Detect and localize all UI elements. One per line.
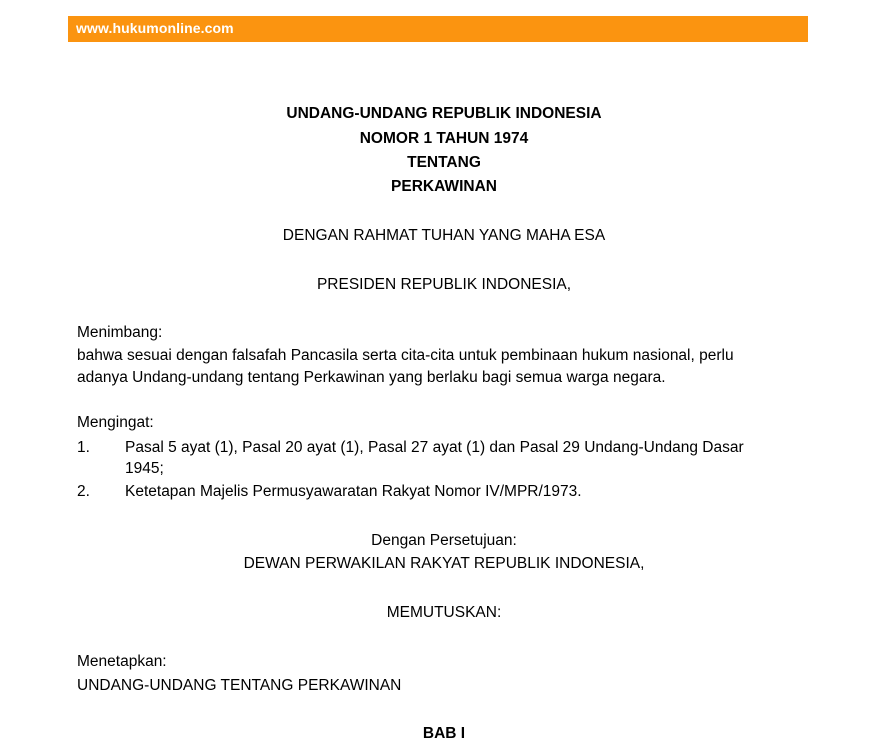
mengingat-label: Mengingat: [77,414,154,431]
persetujuan-body: DEWAN PERWAKILAN RAKYAT REPUBLIK INDONESIA, [243,555,645,572]
mengingat-item-number: 2. [77,483,90,500]
title-line-2: NOMOR 1 TAHUN 1974 [359,130,529,147]
bab-heading: BAB I [422,725,466,742]
header-bar [68,16,808,42]
mengingat-item-text-cont: 1945; [125,460,164,477]
title-line-4: PERKAWINAN [391,178,497,195]
menetapkan-label: Menetapkan: [77,653,167,670]
menetapkan-text: UNDANG-UNDANG TENTANG PERKAWINAN [77,677,402,694]
title-line-1: UNDANG-UNDANG REPUBLIK INDONESIA [286,105,602,122]
mengingat-item-text: Ketetapan Majelis Permusyawaratan Rakyat Nomor IV/MPR/1973. [125,483,582,500]
menimbang-text-2: adanya Undang-undang tentang Perkawinan yang berlaku bagi semua warga negara. [77,369,666,386]
title-line-3: TENTANG [407,154,481,171]
mengingat-item-number: 1. [77,439,90,456]
preamble-rahmat: DENGAN RAHMAT TUHAN YANG MAHA ESA [282,227,606,244]
memutuskan-heading: MEMUTUSKAN: [386,604,502,621]
persetujuan-label: Dengan Persetujuan: [371,532,517,549]
preamble-presiden: PRESIDEN REPUBLIK INDONESIA, [316,276,572,293]
menimbang-label: Menimbang: [77,324,163,341]
mengingat-item-text: Pasal 5 ayat (1), Pasal 20 ayat (1), Pasal 27 ayat (1) dan Pasal 29 Undang-Undang Dasar [125,439,744,456]
site-url[interactable]: www.hukumonline.com [76,20,234,36]
menimbang-text-1: bahwa sesuai dengan falsafah Pancasila serta cita-cita untuk pembinaan hukum nasional, perlu [77,347,734,364]
